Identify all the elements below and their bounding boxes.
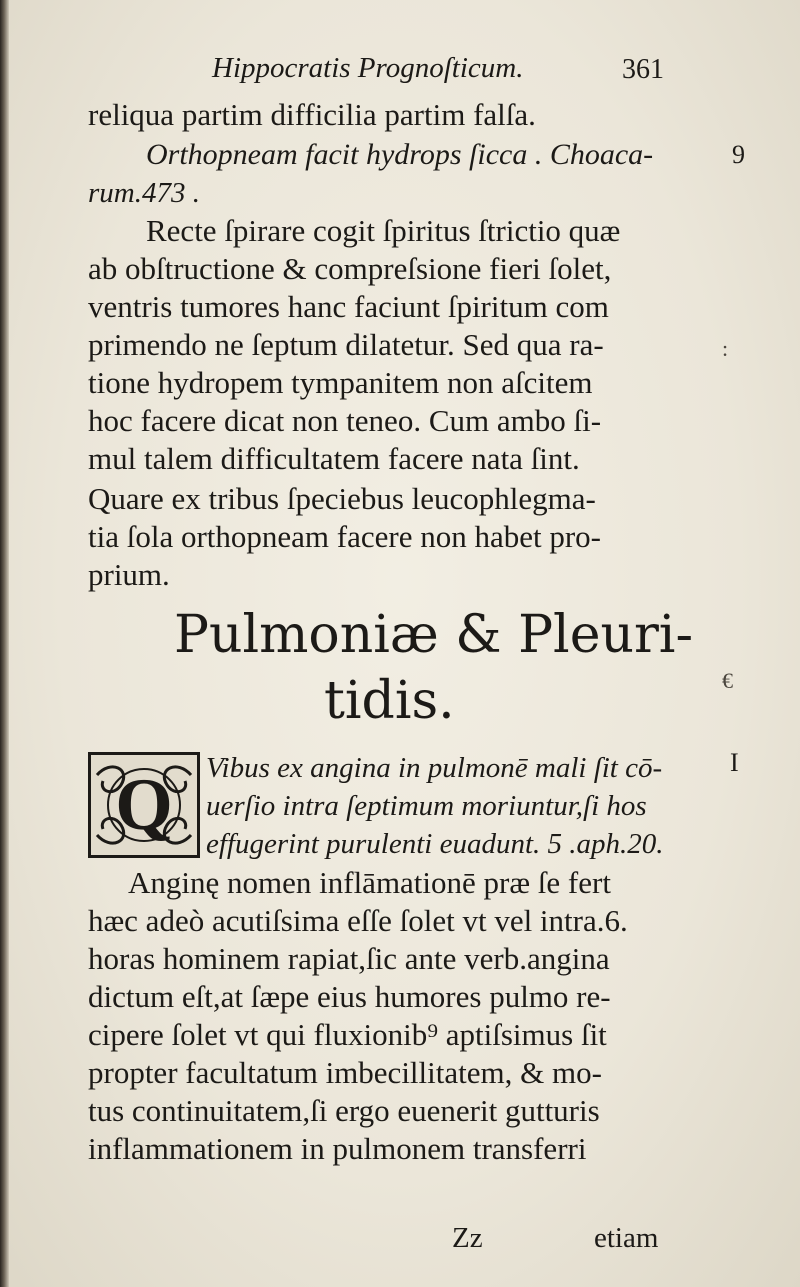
body-line: hoc facere dicat non teneo. Cum ambo ſi- [88, 403, 602, 438]
aphorism-line: uerſio intra ſeptimum moriuntur,ſi hos [206, 790, 647, 822]
body-line: reliqua partim difficilia partim falſa. [88, 97, 536, 132]
body-line: tia ſola orthopneam facere non habet pro- [88, 519, 601, 554]
body-line-italic: rum.473 . [88, 177, 200, 209]
margin-mark: € [722, 668, 733, 693]
aphorism-line: effugerint purulenti euadunt. 5 .aph.20. [206, 828, 664, 860]
body-line: mul talem difficultatem facere nata ſint. [88, 441, 580, 476]
body-line: horas hominem rapiat,ſic ante verb.angina [88, 941, 610, 976]
decorated-initial [88, 752, 200, 858]
body-line: Anginę nomen inflāmationē præ ſe fert [128, 865, 611, 900]
initial-letter: Q [115, 764, 173, 846]
body-line-italic: Orthopneam facit hydrops ſicca . Choaca- [146, 138, 654, 171]
margin-number: I [730, 748, 739, 777]
section-heading-line2: tidis. [324, 671, 455, 731]
body-line: prium. [88, 557, 170, 592]
section-heading-line1: Pulmoniæ & Pleuri- [174, 605, 694, 665]
body-line: inflammationem in pulmonem transferri [88, 1131, 587, 1166]
body-line: Recte ſpirare cogit ſpiritus ſtrictio quæ [146, 213, 621, 248]
body-line: dictum eſt,at ſæpe eius humores pulmo re- [88, 979, 611, 1014]
body-line: primendo ne ſeptum dilatetur. Sed qua ra- [88, 327, 604, 362]
body-line: hæc adeò acutiſsima eſſe ſolet vt vel intra.6. [88, 903, 628, 938]
binding-gutter [0, 0, 9, 1287]
body-line: cipere ſolet vt qui fluxionib⁹ aptiſsimus ſit [88, 1017, 607, 1052]
signature-mark: Zz [452, 1222, 483, 1254]
margin-mark: : [722, 336, 729, 361]
body-line: ab obſtructione & compreſsione fieri ſolet, [88, 251, 612, 286]
body-line: propter facultatum imbecillitatem, & mo- [88, 1055, 602, 1090]
body-line: tione hydropem tympanitem non aſcitem [88, 365, 593, 400]
catchword: etiam [594, 1222, 659, 1254]
running-title: Hippocratis Prognoſticum. [212, 52, 524, 84]
aphorism-line: Vibus ex angina in pulmonē mali ſit cō- [206, 752, 663, 784]
margin-number: 9 [732, 140, 745, 169]
page-number: 361 [622, 54, 664, 85]
body-line: tus continuitatem,ſi ergo euenerit gutturis [88, 1093, 600, 1128]
body-line: ventris tumores hanc faciunt ſpiritum com [88, 289, 609, 324]
body-line: Quare ex tribus ſpeciebus leucophlegma- [88, 481, 596, 516]
